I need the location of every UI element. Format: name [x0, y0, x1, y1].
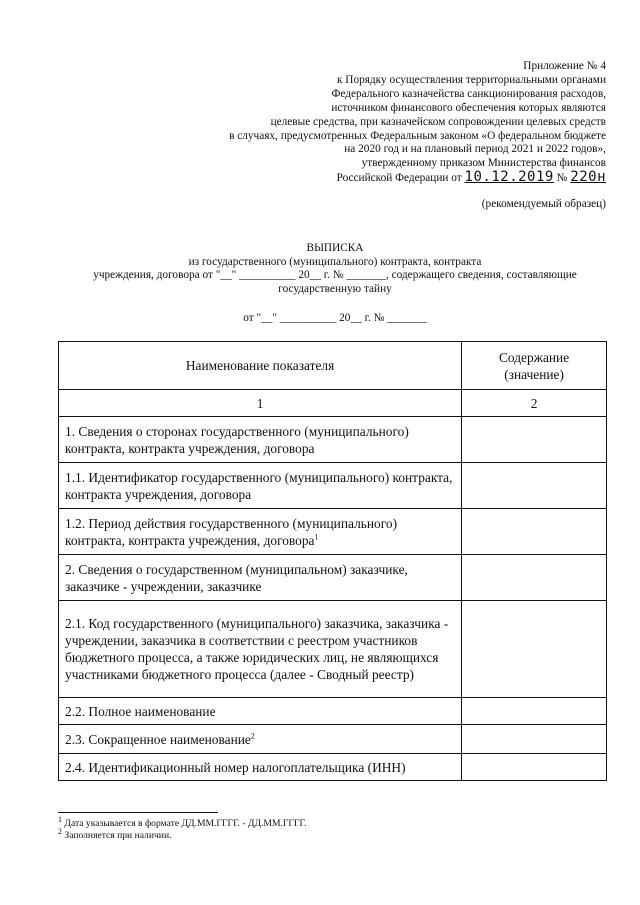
- row-label: [59, 509, 462, 555]
- document-title: [40, 242, 630, 296]
- order-number-label: №: [556, 172, 568, 185]
- title-heading: ВЫПИСКА: [306, 242, 364, 254]
- row-label-text: 2.3. Сокращенное наименование: [65, 731, 251, 747]
- title-line: учреждения, договора от "__" __________ 20__ г. № _______, содержащего сведения, составляющие: [93, 269, 577, 282]
- footnote-ref: 2: [250, 731, 255, 741]
- row-label: [59, 754, 462, 781]
- row-value: [462, 725, 607, 754]
- annex-line: на 2020 год и на плановый период 2021 и 2022 годов»,: [344, 143, 606, 156]
- row-label-text: 1. Сведения о сторонах государственного (муниципального) контракта, контракта учреждения, договора: [65, 423, 409, 456]
- header-indicator-name: Наименование показателя: [59, 342, 462, 390]
- table-row: [59, 601, 607, 698]
- order-number: 220н: [570, 169, 606, 186]
- annex-line: Федерального казначейства санкционирования расходов,: [331, 87, 606, 100]
- row-value: [462, 698, 607, 725]
- row-value: [462, 509, 607, 555]
- column-numbers-row: [59, 390, 607, 417]
- row-label: [59, 725, 462, 754]
- annex-header: [186, 60, 606, 186]
- footnote-divider: [58, 812, 218, 813]
- footnote: [58, 826, 306, 842]
- row-label-text: 1.2. Период действия государственного (муниципального) контракта, контракта учреждения, договора: [65, 515, 398, 548]
- table-row: [59, 555, 607, 601]
- order-prefix: Российской Федерации от: [336, 172, 462, 185]
- order-date: 10.12.2019: [464, 169, 554, 186]
- row-label-text: 2. Сведения о государственном (муниципальном) заказчике, заказчике - учреждении, заказчике: [65, 561, 408, 594]
- annex-line: источником финансового обеспечения которых являются: [331, 101, 606, 114]
- row-label-text: 2.2. Полное наименование: [65, 703, 216, 719]
- table-row: [59, 754, 607, 781]
- extract-date-line: от "__" __________ 20__ г. № _______: [243, 312, 427, 324]
- footnote: [58, 814, 307, 830]
- column-number: 2: [462, 390, 607, 417]
- header-content-value: Содержание (значение): [462, 342, 607, 390]
- row-label: [59, 417, 462, 463]
- row-value: [462, 555, 607, 601]
- row-label: [59, 601, 462, 698]
- table-header-row: [59, 342, 607, 390]
- row-label-text: 2.4. Идентификационный номер налогоплательщика (ИНН): [65, 759, 406, 775]
- row-label: [59, 463, 462, 509]
- annex-line: утвержденному приказом Министерства финансов: [361, 157, 606, 170]
- row-value: [462, 417, 607, 463]
- table-row: [59, 463, 607, 509]
- annex-line: к Порядку осуществления территориальными органами: [336, 73, 606, 86]
- footnote-ref: 1: [314, 532, 319, 542]
- title-line: из государственного (муниципального) контракта, контракта: [188, 255, 482, 268]
- table-row: [59, 725, 607, 754]
- footnotes: [58, 814, 307, 842]
- footnote-text: Заполняется при наличии.: [64, 830, 172, 841]
- footnote-mark: 2: [58, 826, 62, 836]
- column-number: 1: [59, 390, 462, 417]
- indicators-table: [58, 341, 607, 781]
- row-label: [59, 698, 462, 725]
- row-value: [462, 463, 607, 509]
- row-label-text: 1.1. Идентификатор государственного (муниципального) контракта, контракта учреждения, договора: [65, 469, 453, 502]
- order-reference-line: [186, 171, 606, 186]
- table-row: [59, 698, 607, 725]
- row-value: [462, 601, 607, 698]
- annex-line: в случаях, предусмотренных Федеральным законом «О федеральном бюджете: [229, 129, 606, 142]
- table-row: [59, 417, 607, 463]
- sample-note: (рекомендуемый образец): [481, 198, 606, 210]
- footnote-text: Дата указывается в формате ДД.ММ.ГГГГ. - ДД.ММ.ГГГГ.: [64, 818, 307, 829]
- row-label: [59, 555, 462, 601]
- title-line: государственную тайну: [278, 282, 392, 295]
- annex-line: целевые средства, при казначейском сопровождении целевых средств: [270, 115, 606, 128]
- row-value: [462, 754, 607, 781]
- footnote-mark: 1: [58, 814, 62, 824]
- annex-line: Приложение № 4: [523, 60, 606, 72]
- table-row: [59, 509, 607, 555]
- row-label-text: 2.1. Код государственного (муниципального) заказчика, заказчика - учреждении, заказчика в соответствии с реестром участников бюджетного процесса, а также юридических лиц, не являющихся участниками бюджетного процесса (далее - Сводный реестр): [65, 616, 449, 682]
